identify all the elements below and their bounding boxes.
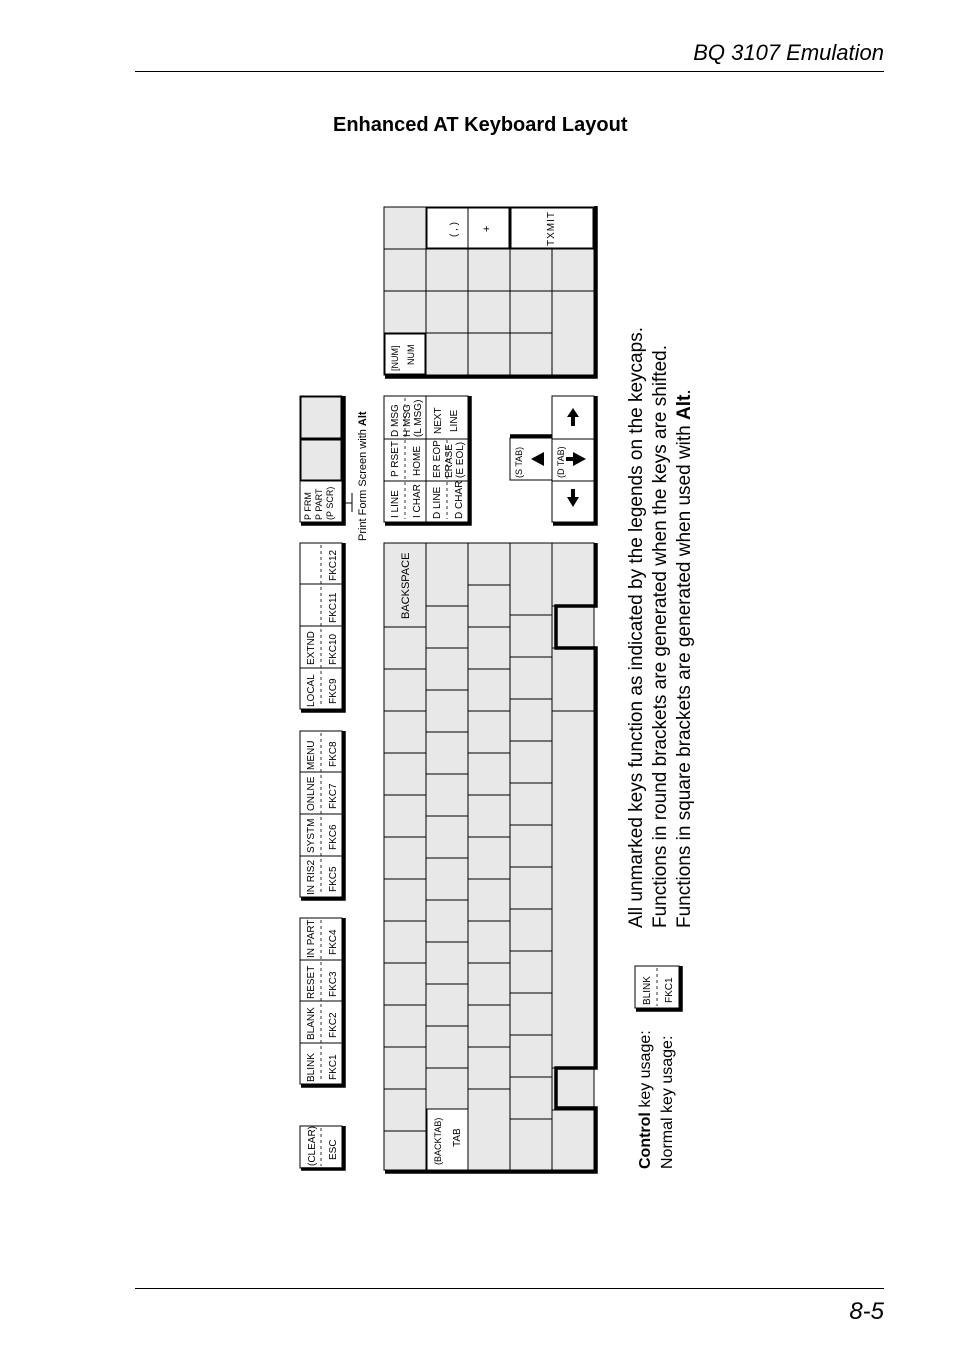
fkey-2-normal: FKC2 <box>328 1012 339 1038</box>
home-normal: HOME <box>412 446 423 476</box>
fkey-7-normal: FKC7 <box>328 783 339 809</box>
ins-control: I LINE <box>390 490 401 518</box>
num-shift-label: [NUM] <box>390 345 400 371</box>
fkey-1-control: BLINK <box>306 1053 317 1082</box>
fkey-group-3 <box>300 543 344 711</box>
print-key-line2: P PART <box>314 488 324 520</box>
legend <box>635 966 681 1169</box>
end-line2: ERASE <box>444 444 455 478</box>
fkey-5-normal: FKC5 <box>328 866 339 892</box>
arrow-keys <box>510 396 596 524</box>
main-key-block <box>384 543 596 1172</box>
fkey-9-normal: FKC9 <box>328 678 339 704</box>
fkey-8-control: MENU <box>306 740 317 770</box>
backspace-label: BACKSPACE <box>400 552 412 619</box>
fkey-1-normal: FKC1 <box>328 1054 339 1080</box>
fkey-3-control: RESET <box>306 965 317 999</box>
home-control: P RSET <box>390 441 401 477</box>
plus-key-label: + <box>481 225 493 232</box>
fkey-10-control: EXTND <box>306 631 317 665</box>
esc-normal-label: ESC <box>328 1139 339 1160</box>
arrow-left-shift-label: (S TAB) <box>514 446 524 478</box>
legend-sample-normal: FKC1 <box>664 977 675 1003</box>
print-note: Print Form Screen with Alt <box>357 411 369 541</box>
fkey-3-normal: FKC3 <box>328 971 339 997</box>
fkey-8-normal: FKC8 <box>328 741 339 767</box>
fkey-4-normal: FKC4 <box>328 929 339 955</box>
esc-control-label: (CLEAR) <box>307 1125 318 1166</box>
fkey-group-1 <box>300 918 344 1086</box>
pgup-line3: (L MSG) <box>413 399 424 437</box>
fkey-9-control: LOCAL <box>306 674 317 707</box>
fkey-7-control: ONLNE <box>306 776 317 811</box>
control-usage-label: Control key usage: <box>637 1030 654 1169</box>
num-label: NUM <box>406 344 416 365</box>
tab-shift-label: (BACKTAB) <box>433 1117 443 1165</box>
description-line-1: All unmarked keys function as indicated by the legends on the keycaps. <box>626 327 647 928</box>
numeric-keypad <box>384 206 596 377</box>
esc-key <box>300 1126 344 1169</box>
fkey-2-control: BLANK <box>306 1007 317 1040</box>
del-normal: D CHAR <box>454 480 465 519</box>
fkey-5-control: IN RIS2 <box>306 859 317 895</box>
fkey-12-normal: FKC12 <box>328 549 339 581</box>
fkey-10-normal: FKC10 <box>328 633 339 665</box>
txmit-key-label: TXMIT <box>546 211 557 246</box>
print-key-line3: (P SCR) <box>325 486 335 520</box>
normal-usage-label: Normal key usage: <box>659 1035 676 1169</box>
ins-normal: I CHAR <box>412 484 423 518</box>
legend-sample-control: BLINK <box>642 976 653 1005</box>
pgup-line1: D MSG <box>390 404 401 437</box>
comma-key-label: ( , ) <box>449 222 460 237</box>
running-header: BQ 3107 Emulation <box>693 40 884 65</box>
end-line3: (E EOL) <box>455 441 466 478</box>
page-title: Enhanced AT Keyboard Layout <box>333 114 628 136</box>
fkey-6-normal: FKC6 <box>328 824 339 850</box>
pgdn-line2: LINE <box>449 409 460 432</box>
pgdn-line1: NEXT <box>433 407 444 434</box>
print-key-line1: P FRM <box>303 492 313 520</box>
print-keys <box>300 396 369 541</box>
description-line-3: Functions in square brackets are generated when used with Alt. <box>674 389 695 928</box>
edit-key-block <box>384 396 470 524</box>
tab-label: TAB <box>452 1128 463 1147</box>
page-number: 8-5 <box>849 1298 884 1325</box>
fkey-group-2 <box>300 731 344 899</box>
pgup-line2: H MSG <box>402 404 413 437</box>
end-line1: ER EOP <box>432 440 443 478</box>
description <box>626 327 695 928</box>
fkey-4-control: IN PART <box>306 919 317 958</box>
fkey-6-control: SYSTM <box>306 818 317 853</box>
description-line-2: Functions in round brackets are generated when the keys are shifted. <box>650 344 671 928</box>
arrow-right-shift-label: (D TAB) <box>556 446 566 478</box>
fkey-11-normal: FKC11 <box>328 592 339 623</box>
del-control: D LINE <box>432 486 443 519</box>
